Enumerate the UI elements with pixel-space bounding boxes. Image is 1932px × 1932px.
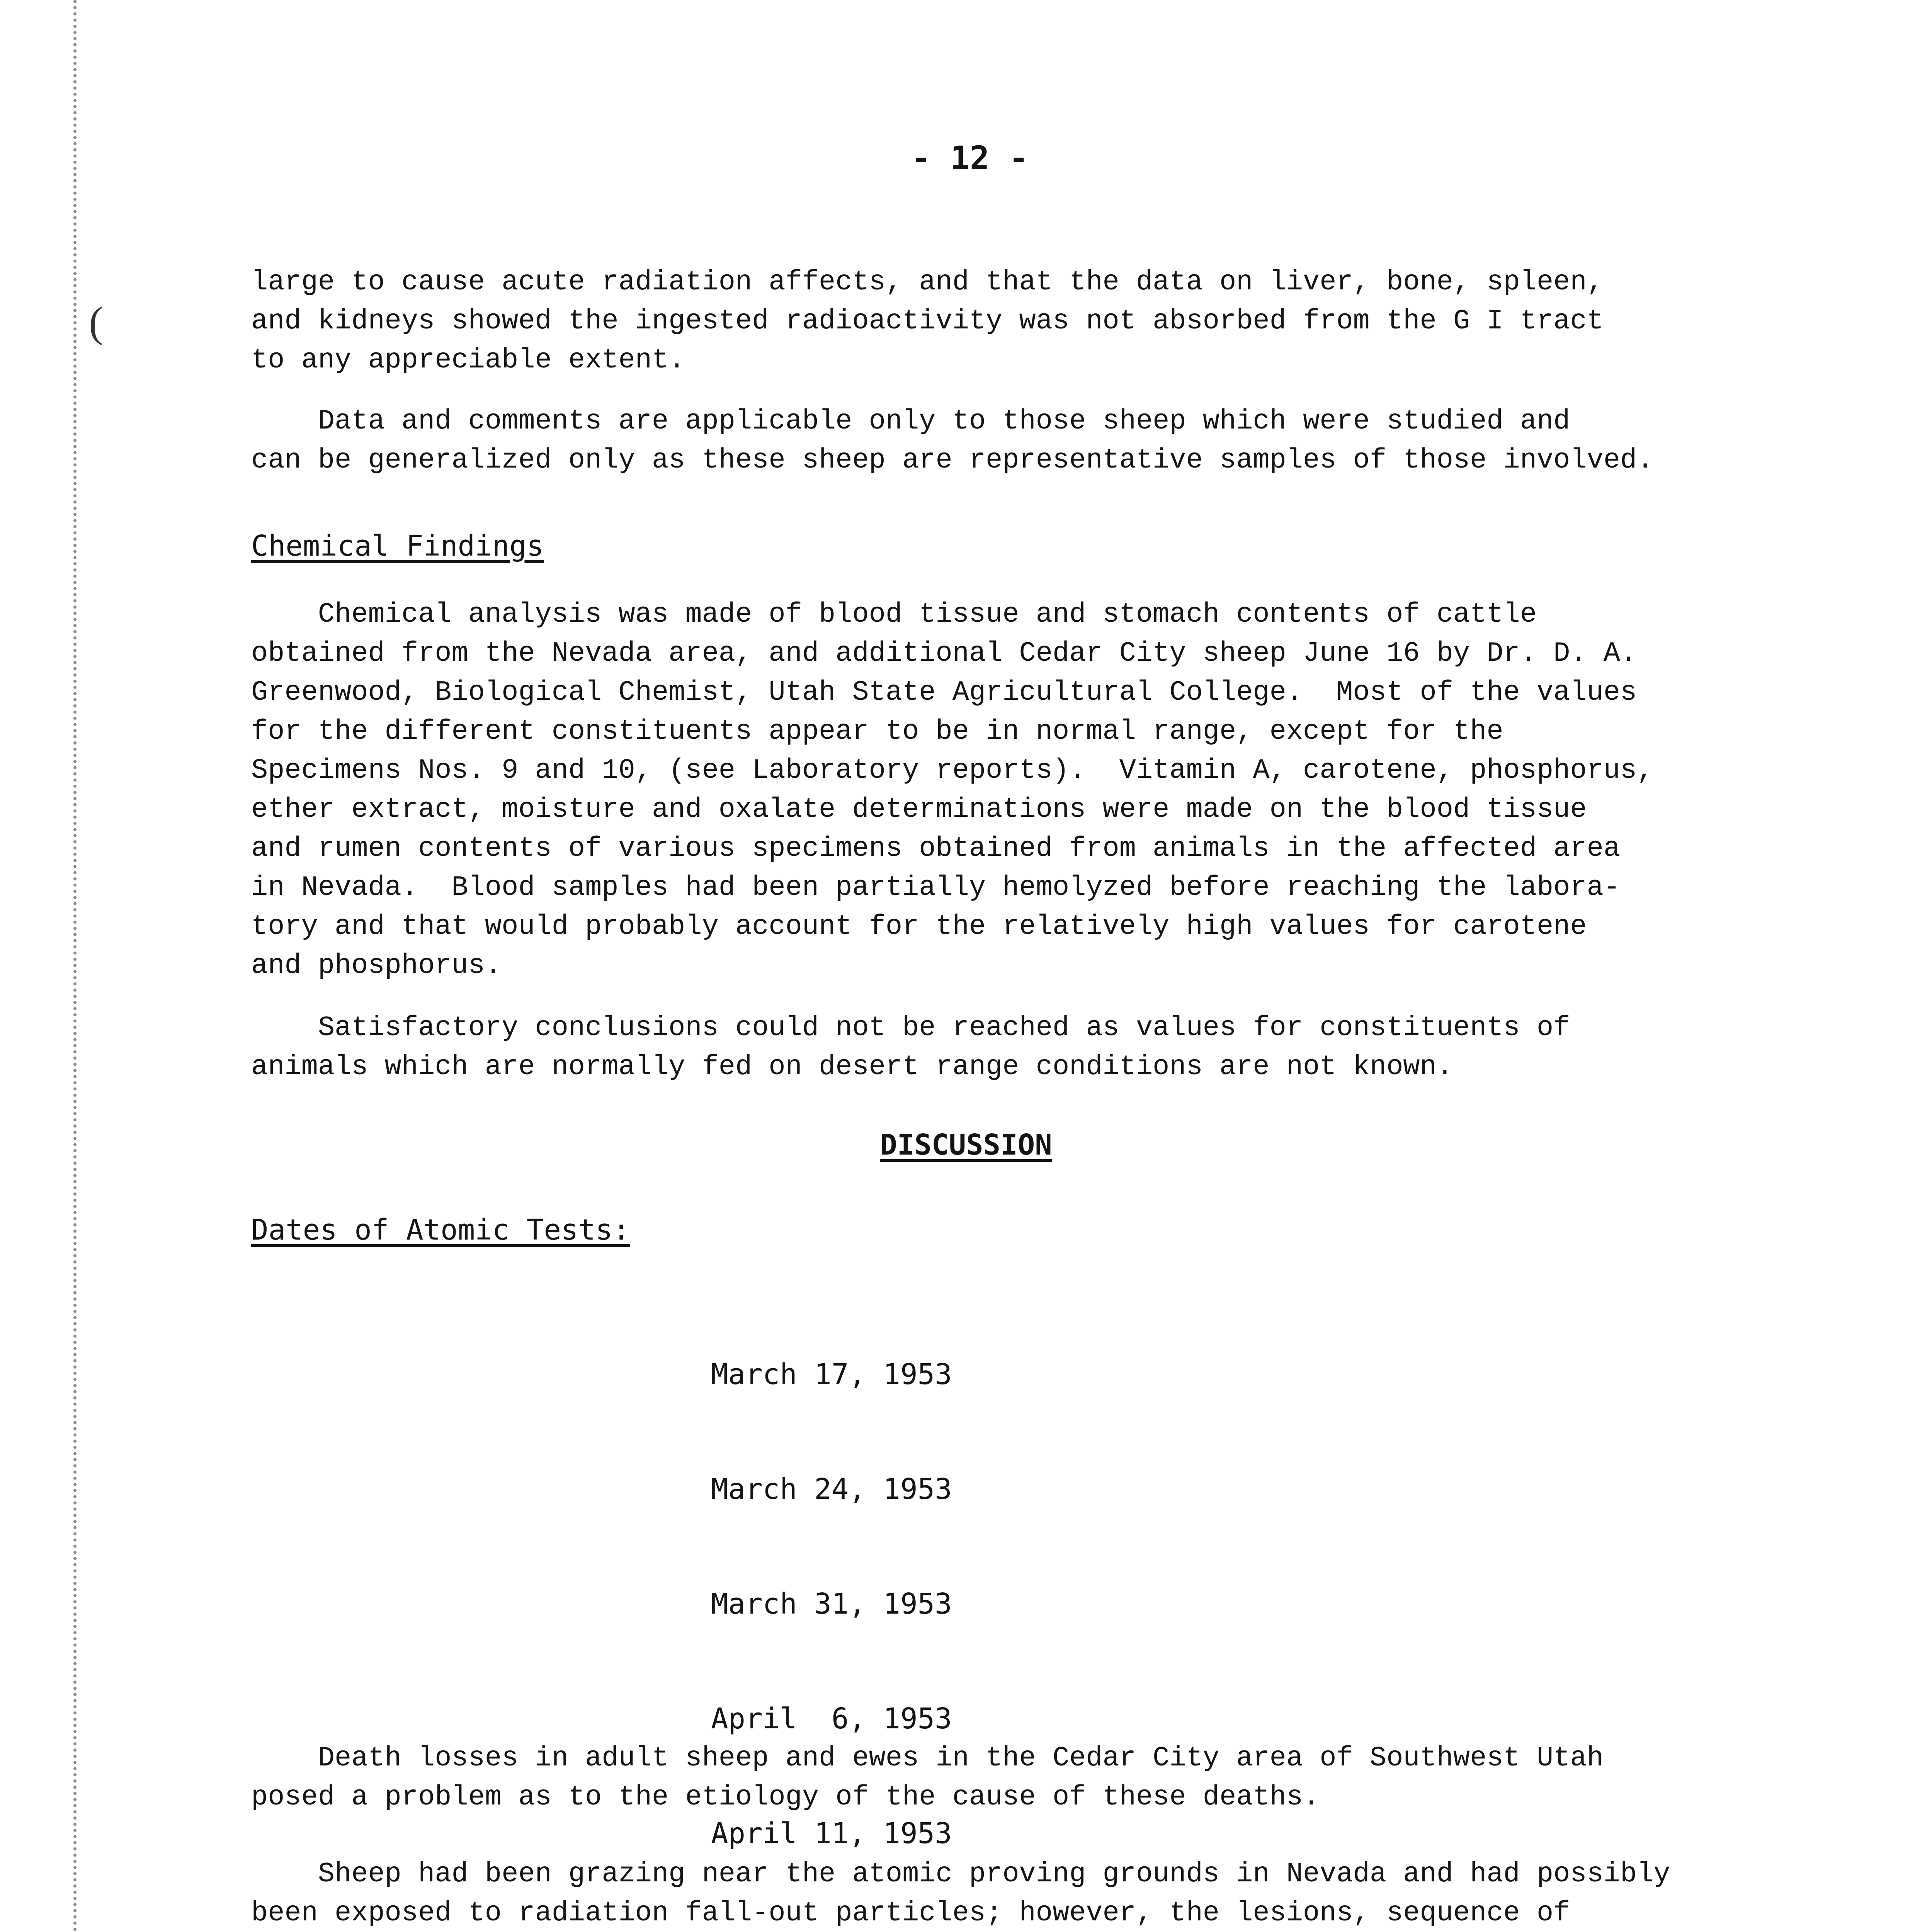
- test-date-item: March 31, 1953: [711, 1587, 952, 1621]
- test-date-item: April 11, 1953: [711, 1817, 952, 1850]
- test-date-item: March 24, 1953: [711, 1473, 952, 1506]
- death-losses-paragraph: Death losses in adult sheep and ewes in the Cedar City area of Southwest Utah posed a problem as to the etiology of the cause of these deaths.: [251, 1742, 1604, 1813]
- margin-parenthesis-mark: (: [89, 298, 103, 345]
- intro-paragraph: large to cause acute radiation affects, and that the data on liver, bone, spleen, and kidneys showed the ingested radioactivity was not absorbed from the G I tract to any appreciable extent.: [251, 266, 1604, 376]
- chemical-findings-paragraph: Chemical analysis was made of blood tissue and stomach contents of cattle obtained from the Nevada area, and additional Cedar City sheep June 16 by Dr. D. A. Greenwood, Biological Chemist, Utah State Agricultural College. Most of the values for the different constituents appear to be in normal range, except for the Specimens Nos. 9 and 10, (see Laboratory reports). Vitamin A, carotene, phosphorus, ether extract, moisture and oxalate determinations were made on the blood tissue and rumen contents of various specimens obtained from animals in the affected area in Nevada. Blood samples had been partially hemolyzed before reaching the labora- tory and that would probably account for the relatively high values for carotene and phosphorus.: [251, 599, 1654, 981]
- dates-of-atomic-tests-heading: Dates of Atomic Tests:: [251, 1213, 630, 1247]
- sheep-grazing-paragraph: Sheep had been grazing near the atomic proving grounds in Nevada and had possibly been exposed to radiation fall-out particles; however, the lesions, sequence of: [251, 1858, 1670, 1929]
- data-comment-paragraph: Data and comments are applicable only to those sheep which were studied and can be generalized only as these sheep are representative samples of those involved.: [251, 405, 1654, 476]
- atomic-test-dates-list: [711, 1279, 952, 1932]
- test-date-item: March 17, 1953: [711, 1358, 952, 1391]
- left-margin-rule: [73, 0, 77, 1932]
- discussion-heading: DISCUSSION: [880, 1128, 1052, 1162]
- satisfactory-conclusions-paragraph: Satisfactory conclusions could not be reached as values for constituents of animals which are normally fed on desert range conditions are not known.: [251, 1012, 1570, 1083]
- chemical-findings-heading: Chemical Findings: [251, 529, 544, 563]
- page-number: - 12 -: [911, 139, 1029, 177]
- test-date-item: April 6, 1953: [711, 1702, 952, 1735]
